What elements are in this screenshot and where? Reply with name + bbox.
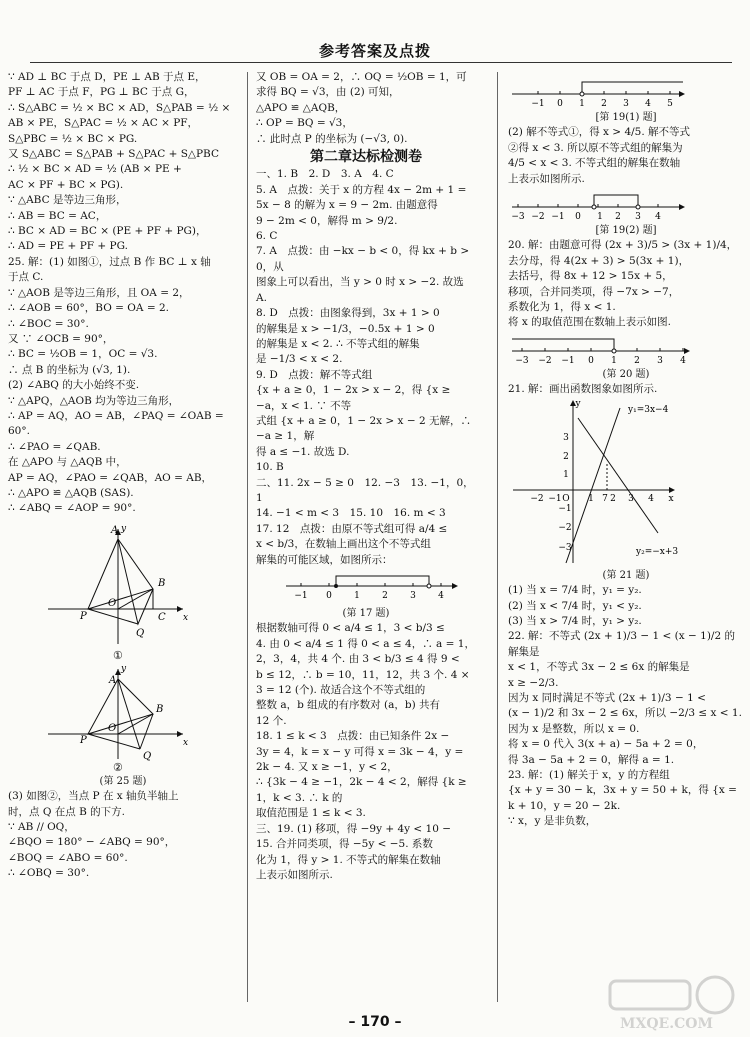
figure-25 (8, 519, 238, 774)
text-line: x ≥ −2/3. (508, 676, 559, 689)
text-line: 9. D 点拨：解不等式组 (256, 368, 373, 381)
text-line: 3 = 12 (个). 故适合这个不等式组的 (256, 684, 426, 697)
text-line: 2，3，4，共 4 个. 由 3 < b/3 ≤ 4 得 9 < (256, 653, 460, 666)
section-title: 第二章达标检测卷 (310, 149, 422, 166)
text-line: 23. 解：(1) 解关于 x，y 的方程组 (508, 768, 670, 781)
text-line: 18. 1 ≤ k < 3 点拨：由已知条件 2x − (256, 730, 450, 743)
svg-text:−2: −2 (530, 493, 544, 504)
text-line: 7. A 点拨：由 −kx − b < 0，得 kx + b > 0，从 (256, 245, 473, 273)
text-line: 15. 合并同类项，得 −5y < −5. 系数 (256, 838, 433, 851)
text-line: (2) ∠ABQ 的大小始终不变. (8, 379, 140, 392)
text-line: 5x − 8 的解为 x = 9 − 2m. 由题意得 (256, 199, 438, 212)
svg-text:1: 1 (563, 469, 569, 480)
text-line: b ≤ 12，∴ b = 10，11，12，共 3 个. 4 × (256, 668, 470, 681)
text-line: 二、11. 2x − 5 ≥ 0 12. −3 13. −1，0，1 (256, 476, 474, 504)
svg-text:7: 7 (602, 493, 608, 504)
text-line: 的解集是 x < 2. ∴ 不等式组的解集 (256, 337, 420, 350)
text-line: 移项，合并同类项，得 −7x > −7， (508, 285, 680, 298)
svg-text:−1: −1 (561, 355, 575, 366)
text-line: ∴ ∠AOB = 60°，BO = OA = 2. (8, 302, 169, 315)
text-line: 22. 解：不等式 (2x + 1)/3 − 1 < (x − 1)/2 的解集是 (508, 630, 735, 658)
fig20-caption: (第 20 题) (602, 368, 650, 380)
col2-text (256, 167, 476, 568)
text-line: ②得 x < 3. 所以原不等式组的解集为 (508, 141, 683, 154)
text-line: ∴ AD = PE + PF + PG. (8, 240, 128, 253)
svg-text:4: 4 (438, 591, 444, 601)
svg-text:4: 4 (655, 212, 661, 223)
text-line: ∴ △APO ≌ △AQB (SAS). (8, 486, 134, 499)
svg-text:−1: −1 (548, 493, 562, 504)
fig1-caption: ① (113, 648, 123, 662)
text-line: 4/5 < x < 3. 不等式组的解集在数轴 (508, 157, 681, 170)
col1-after-text (8, 789, 238, 881)
svg-text:−3: −3 (558, 542, 572, 553)
svg-text:−3: −3 (515, 355, 529, 366)
svg-text:−2: −2 (531, 212, 545, 223)
text-line: x < b/3，在数轴上画出这个不等式组 (256, 538, 431, 551)
text-line: 系数化为 1，得 x < 1. (508, 301, 616, 314)
col2-top-text (256, 70, 476, 147)
svg-text:A: A (109, 674, 117, 686)
text-line: 9 − 2m < 0，解得 m > 9/2. (256, 214, 398, 227)
svg-text:y: y (121, 523, 127, 534)
svg-text:2: 2 (634, 355, 640, 366)
q21-line: 21. 解：画出函数图象如图所示. (508, 383, 658, 396)
text-line: {x + a ≥ 0，1 − 2x > x − 2，得 {x ≥ −a，x < 1. ∵ 不等 (256, 384, 454, 412)
svg-text:P: P (80, 734, 87, 746)
text-line: 上表示如图所示. (256, 868, 333, 881)
svg-text:4: 4 (680, 355, 686, 366)
col2-text-2 (256, 621, 476, 883)
figure-19-2-numberline (508, 187, 744, 223)
svg-text:3: 3 (410, 591, 416, 601)
svg-text:0: 0 (588, 355, 594, 366)
text-line: ∴ ∠OBQ = 30°. (8, 867, 90, 880)
text-line: (2) 当 x < 7/4 时，y₁ < y₂. (508, 599, 642, 612)
text-line: 整数 a，b 组成的有序数对 (a，b) 共有 (256, 699, 441, 712)
col3-text-b (508, 238, 744, 330)
column-divider-1 (247, 72, 248, 1002)
svg-text:C: C (158, 611, 166, 623)
svg-text:4: 4 (648, 493, 654, 504)
text-line: ∵ △ABC 是等边三角形， (8, 194, 127, 207)
svg-text:0: 0 (326, 591, 332, 601)
text-line: (x − 1)/2 和 3x − 2 ≤ 6x，所以 −2/3 ≤ x < 1. (508, 707, 742, 720)
text-line: ∴ AP = AQ，AO = AB，∠PAQ = ∠OAB = (8, 409, 224, 422)
svg-text:3: 3 (657, 355, 663, 366)
text-line: ∵ AD ⊥ BC 于点 D，PE ⊥ AB 于点 E， (8, 71, 206, 83)
text-line: ∵ x，y 是非负数， (508, 815, 597, 828)
text-line: △APO ≌ △AQB， (256, 101, 346, 114)
svg-text:3: 3 (635, 212, 641, 223)
svg-text:0: 0 (557, 99, 563, 109)
text-line: PF ⊥ AC 于点 F，PG ⊥ BC 于点 G， (8, 86, 195, 99)
text-line: 得 a ≤ −1. 故选 D. (256, 445, 350, 458)
svg-text:O: O (108, 722, 117, 734)
svg-text:A: A (111, 524, 119, 536)
text-line: 将 x = 0 代入 3(x + a) − 5a + 2 = 0， (508, 738, 704, 751)
header-title: 参考答案及点拨 (318, 42, 431, 60)
svg-text:x: x (668, 493, 674, 504)
svg-text:1: 1 (611, 355, 617, 366)
text-line: 一、1. B 2. D 3. A 4. C (256, 168, 394, 181)
svg-text:0: 0 (575, 212, 581, 223)
svg-text:x: x (183, 612, 189, 623)
svg-text:−2: −2 (538, 355, 552, 366)
figure-25-1 (48, 524, 188, 662)
svg-text:1: 1 (579, 99, 585, 109)
svg-text:3: 3 (563, 432, 569, 443)
text-line: (1) 当 x = 7/4 时，y₁ = y₂. (508, 584, 642, 597)
page-header (0, 0, 750, 66)
text-line: 2k − 4. 又 x ≥ −1，y < 2， (256, 761, 398, 774)
fig25-caption: (第 25 题) (99, 775, 147, 787)
text-line: ∴ ½ × BC × AD = ½ (AB × PE + (8, 163, 182, 176)
text-line: (2) 解不等式①，得 x > 4/5. 解不等式 (508, 126, 691, 139)
text-line: ∴ 此时点 P 的坐标为 (−√3, 0). (256, 132, 408, 145)
text-line: 取值范围是 1 ≤ k < 3. (256, 807, 366, 820)
svg-text:2: 2 (615, 212, 621, 223)
text-line: 又 S△ABC = S△PAB + S△PAC + S△PBC (8, 148, 219, 161)
fig19-1-caption: [第 19(1) 题] (595, 112, 657, 123)
text-line: (3) 当 x > 7/4 时，y₁ > y₂. (508, 614, 642, 627)
fig17-caption: (第 17 题) (342, 608, 390, 619)
svg-text:1: 1 (597, 212, 603, 223)
svg-text:B: B (156, 703, 164, 715)
text-line: 8. D 点拨：由图象得到，3x + 1 > 0 (256, 307, 440, 320)
text-line: 三、19. (1) 移项，得 −9y + 4y < 10 − (256, 822, 452, 835)
text-line: ∴ ∠PAO = ∠QAB. (8, 440, 101, 453)
text-line: ∵ AB // OQ， (8, 821, 75, 833)
fig2-caption: ② (113, 760, 123, 774)
text-line: 的解集是 x > −1/3，−0.5x + 1 > 0 (256, 322, 435, 335)
text-line: ∴ ∠BOC = 30°. (8, 317, 89, 330)
svg-text:y: y (121, 663, 127, 674)
svg-text:−1: −1 (551, 212, 565, 223)
text-line: ∴ OP = BQ = √3， (256, 117, 353, 130)
text-line: ∴ AB = BC = AC， (8, 209, 107, 222)
col3-text-c (508, 583, 744, 830)
text-line: 因为 x 同时满足不等式 (2x + 1)/3 − 1 < (508, 691, 706, 704)
text-line: 去分母，得 4(2x + 3) > 5(3x + 1)， (508, 254, 690, 267)
svg-text:−1: −1 (294, 591, 308, 601)
text-line: ∠BOQ = ∠ABO = 60°. (8, 851, 128, 864)
svg-text:2: 2 (601, 99, 607, 109)
text-line: (3) 如图②，当点 P 在 x 轴负半轴上 (8, 790, 179, 803)
text-line: 6. C (256, 230, 278, 243)
text-line: S△PBC = ½ × BC × PG. (8, 132, 138, 145)
figure-20-numberline (508, 331, 744, 367)
column-1 (8, 70, 238, 882)
svg-text:3: 3 (623, 99, 629, 109)
text-line: 于点 C. (8, 271, 44, 284)
text-line: 去括号，得 8x + 12 > 15x + 5， (508, 270, 673, 283)
col1-text (8, 70, 238, 517)
text-line: 在 △APO 与 △AQB 中， (8, 456, 127, 469)
svg-text:−2: −2 (558, 522, 572, 533)
text-line: 20. 解：由题意可得 (2x + 3)/5 > (3x + 1)/4， (508, 239, 738, 252)
figure-19-1-numberline (508, 74, 744, 110)
text-line: 14. −1 < m < 3 15. 10 16. m < 3 (256, 507, 446, 520)
text-line: 因为 x 是整数，所以 x = 0. (508, 722, 640, 735)
watermark-logo (600, 973, 740, 1033)
text-line: 又 OB = OA = 2，∴ OQ = ½OB = 1，可 (256, 71, 467, 83)
text-line: 是 −1/3 < x < 2. (256, 353, 343, 366)
text-line: ∴ 点 B 的坐标为 (√3, 1). (8, 363, 131, 376)
svg-text:Q: Q (143, 750, 152, 762)
text-line: 3y = 4，k = x − y 可得 x = 3k − 4，y = (256, 745, 464, 758)
svg-text:2: 2 (610, 493, 616, 504)
text-line: {x + y = 30 − k，3x + y = 50 + k，得 {x = k + 10，y = 20 − 2k. (508, 784, 741, 812)
text-line: 求得 BQ = √3，由 (2) 可知， (256, 86, 400, 99)
text-line: 解集的可能区域，如图所示： (256, 553, 393, 566)
text-line: AB × PE，S△PAC = ½ × AC × PF， (8, 117, 199, 130)
text-line: 式组 {x + a ≥ 0，1 − 2x > x − 2 无解，∴ −a ≥ 1，解 (256, 414, 475, 443)
text-line: 得 3a − 5a + 2 = 0，解得 a = 1. (508, 753, 675, 766)
fig19-2-caption: [第 19(2) 题] (595, 225, 657, 237)
svg-text:1: 1 (588, 493, 594, 504)
svg-text:4: 4 (645, 99, 651, 109)
text-line: 4. 由 0 < a/4 ≤ 1 得 0 < a ≤ 4，∴ a = 1， (256, 637, 475, 650)
text-line: ∴ BC × AD = BC × (PE + PF + PG)， (8, 225, 207, 238)
svg-text:y: y (575, 398, 581, 409)
svg-text:−1: −1 (531, 99, 545, 109)
text-line: ∵ △APQ，△AOB 均为等边三角形， (8, 394, 180, 407)
svg-text:B: B (158, 577, 166, 589)
svg-text:3: 3 (628, 493, 634, 504)
text-line: 图象上可以看出，当 y > 0 时 x > −2. 故选 A. (256, 276, 467, 304)
text-line: 时，点 Q 在点 B 的下方. (8, 805, 126, 818)
svg-text:MXQE.COM: MXQE.COM (620, 1016, 713, 1032)
svg-text:1: 1 (354, 591, 360, 601)
text-line: 化为 1，得 y > 1. 不等式的解集在数轴 (256, 853, 441, 866)
svg-text:P: P (80, 610, 87, 622)
fig21-label-2: y₂=−x+3 (636, 546, 679, 557)
svg-text:5: 5 (667, 99, 673, 109)
figure-21-graph (508, 398, 744, 568)
column-2 (256, 70, 476, 883)
page-number: – 170 – (348, 1014, 402, 1030)
text-line: AC × PF + BC × PG). (8, 178, 124, 191)
text-line: ∵ △AOB 是等边三角形，且 OA = 2， (8, 286, 190, 299)
text-line: 又 ∵ ∠OCB = 90°， (8, 332, 114, 345)
svg-text:O: O (562, 493, 570, 504)
svg-text:Q: Q (136, 627, 145, 639)
svg-text:2: 2 (563, 451, 569, 462)
text-line: 5. A 点拨：关于 x 的方程 4x − 2m + 1 = (256, 183, 467, 196)
text-line: x < 1，不等式 3x − 2 ≤ 6x 的解集是 (508, 661, 690, 674)
svg-text:O: O (108, 597, 117, 609)
text-line: ∠BQO = 180° − ∠ABQ = 90°， (8, 836, 176, 849)
column-3 (508, 74, 744, 830)
svg-text:−3: −3 (511, 212, 525, 223)
svg-text:2: 2 (382, 591, 388, 601)
text-line: 根据数轴可得 0 < a/4 ≤ 1，3 < b/3 ≤ (256, 622, 445, 635)
text-line: 60°. (8, 425, 30, 438)
text-line: ∴ {3k − 4 ≥ −1，2k − 4 < 2，解得 {k ≥ 1，k < 3. ∴ k 的 (256, 776, 471, 804)
figure-17-numberline (266, 572, 476, 606)
header-rule (30, 62, 732, 63)
text-line: ∴ S△ABC = ½ × BC × AD，S△PAB = ½ × (8, 101, 231, 114)
text-line: 将 x 的取值范围在数轴上表示如图. (508, 316, 671, 329)
text-line: ∴ ∠ABQ = ∠AOP = 90°. (8, 502, 136, 515)
text-line: ∴ BC = ½OB = 1，OC = √3. (8, 348, 158, 361)
figure-25-2 (48, 664, 188, 774)
svg-text:−1: −1 (558, 503, 572, 514)
svg-text:x: x (183, 737, 189, 748)
col3-text-a (508, 125, 744, 187)
text-line: 上表示如图所示. (508, 172, 585, 185)
fig21-label-1: y₁=3x−4 (628, 404, 669, 415)
text-line: 17. 12 点拨：由原不等式组可得 a/4 ≤ (256, 522, 448, 535)
fig21-caption: (第 21 题) (602, 569, 650, 581)
text-line: 25. 解：(1) 如图①，过点 B 作 BC ⊥ x 轴 (8, 255, 211, 268)
text-line: 12 个. (256, 714, 287, 727)
text-line: AP = AQ，∠PAO = ∠QAB，AO = AB， (8, 471, 213, 484)
text-line: 10. B (256, 461, 284, 474)
column-divider-2 (497, 72, 498, 1002)
